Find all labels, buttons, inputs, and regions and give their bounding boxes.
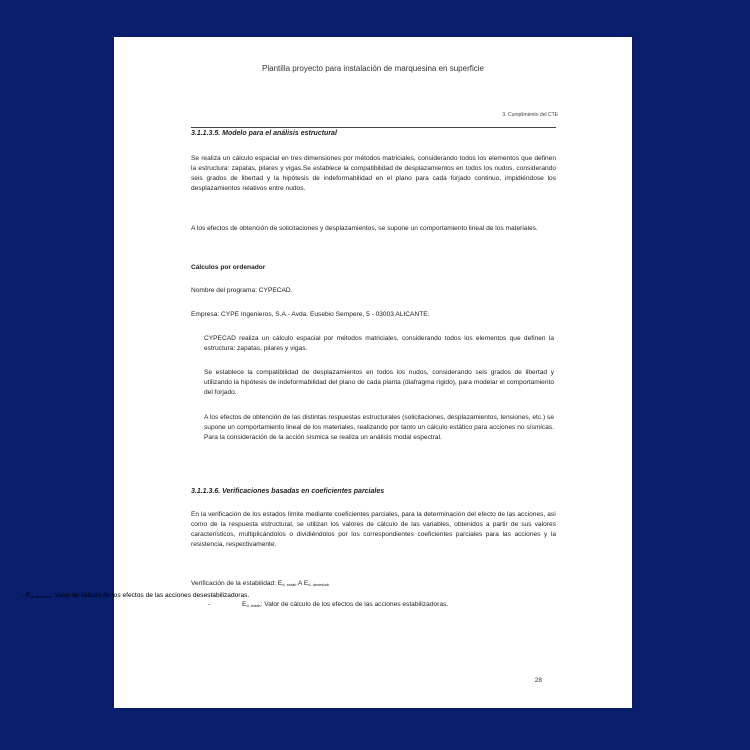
section-reference: 3. Cumplimiento del CTE bbox=[502, 112, 558, 118]
paragraph-calculo-espacial: Se realiza un cálculo espacial en tres dimensiones por métodos matriciales, considerando todos los elementos que definen la estructura: zapatas, pilares y vigas.Se establece la compatibilidad de desplazamientos en todos los nudos, considerando seis grados de libertad y la hipótesis de indeformabilidad en el plano para cada forjado continuo, impidiéndose los desplazamientos relativos entre nudos. bbox=[191, 155, 556, 192]
bullet-estabilizadoras: - $E_{d, estab}$: Valor de cálculo de los efectos de las acciones estabilizadoras. bbox=[208, 601, 449, 608]
bullet-desestabilizadoras: - $E_{d, desestab}$: Valor de cálculo de los efectos de las acciones desestabilizadoras. bbox=[22, 592, 250, 599]
indent-paragraph-efectos: A los efectos de obtención de las distintas respuestas estructurales (solicitaciones, desplazamientos, tensiones, etc.) se supone un comportamiento lineal de los materiales, realizando por tanto un cálculo estático para acciones no sísmicas. Para la consideración de la acción sísmica se realiza un análisis modal espectral. bbox=[204, 414, 554, 441]
subheading-calculos-ordenador: Cálculos por ordenador bbox=[191, 264, 266, 271]
indent-paragraph-cypecad: CYPECAD realiza un cálculo espacial por métodos matriciales, considerando todos los elementos que definen la estructura: zapatas, pilares y vigas. bbox=[204, 335, 554, 352]
heading-verificaciones: 3.1.1.3.6. Verificaciones basadas en coeficientes parciales bbox=[191, 488, 385, 495]
paragraph-solicitaciones: A los efectos de obtención de solicitaciones y desplazamientos, se supone un comportamiento lineal de los materiales. bbox=[191, 225, 538, 232]
document-page bbox=[114, 37, 632, 708]
stability-verification: Verificación de la estabilidad: $E_{d, estab}$ A $E_{d, desestab}$ bbox=[191, 580, 329, 587]
page-number: 28 bbox=[534, 677, 542, 684]
document-title: Plantilla proyecto para instalación de marquesina en superficie bbox=[262, 64, 484, 73]
indent-paragraph-compatibilidad: Se establece la compatibilidad de desplazamientos en todos los nudos, considerando seis grados de libertad y utilizando la hipótesis de indeformabilidad del plano de cada planta (diafragma rígido), para modelar el comportamiento del forjado. bbox=[204, 369, 554, 396]
paragraph-verificacion-estados: En la verificación de los estados límite mediante coeficientes parciales, para la determinación del efecto de las acciones, así como de la respuesta estructural, se utilizan los valores de cálculo de las variables, obtenidos a partir de sus valores característicos, multiplicándolos o dividiéndolos por los correspondientes coeficientes parciales para las acciones y la resistencia, respectivamente. bbox=[191, 511, 556, 548]
program-name: Nombre del programa: CYPECAD. bbox=[191, 287, 293, 294]
company-name: Empresa: CYPE Ingenieros, S.A.- Avda. Eusebio Sempere, 5 - 03003 ALICANTE. bbox=[191, 311, 430, 318]
heading-modelo-analisis: 3.1.1.3.5. Modelo para el análisis estructural bbox=[191, 127, 556, 137]
